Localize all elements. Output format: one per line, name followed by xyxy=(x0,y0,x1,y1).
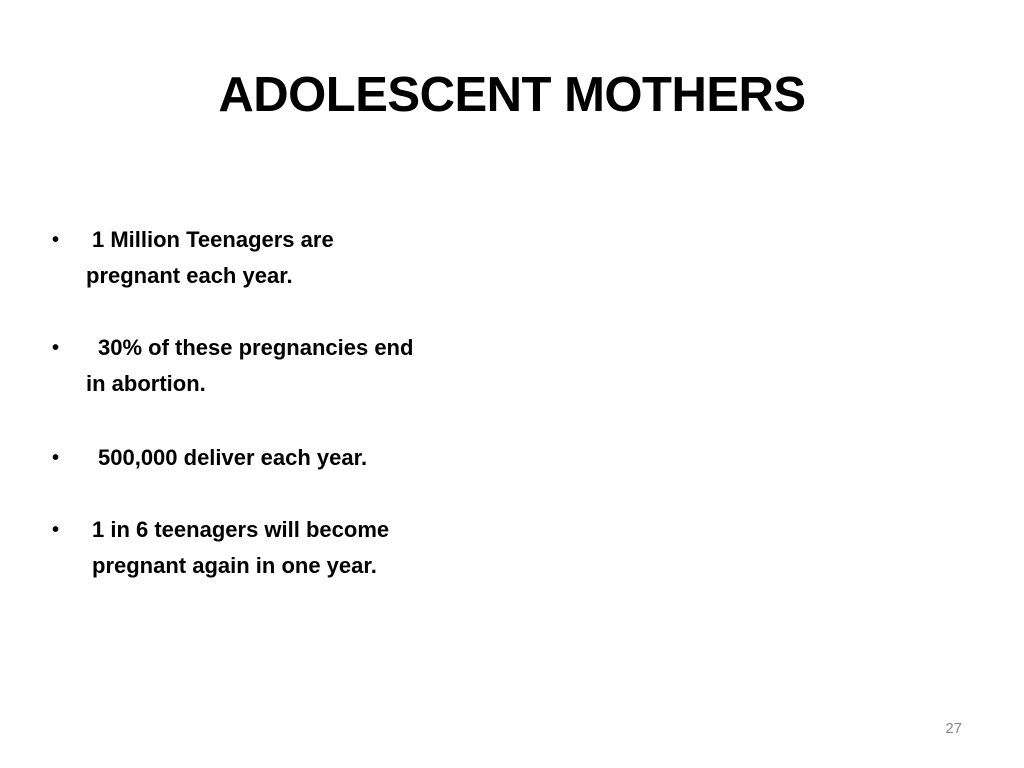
bullet-line: 1 in 6 teenagers will become xyxy=(92,517,390,542)
slide-title: ADOLESCENT MOTHERS xyxy=(218,68,806,122)
bullet-line: 1 Million Teenagers are xyxy=(92,227,334,252)
bullet-marker: • xyxy=(52,229,60,251)
bullet-line: pregnant again in one year. xyxy=(92,553,377,578)
bullet-item xyxy=(50,440,367,476)
bullet-item xyxy=(50,512,389,584)
bullet-marker: • xyxy=(52,337,60,359)
page-number: 27 xyxy=(945,720,962,737)
bullet-item xyxy=(50,222,334,294)
bullet-item xyxy=(50,330,413,402)
bullet-line: 500,000 deliver each year. xyxy=(98,445,368,470)
bullet-line: pregnant each year. xyxy=(86,263,293,288)
bullet-marker: • xyxy=(52,447,60,469)
bullet-marker: • xyxy=(52,519,60,541)
bullet-line: 30% of these pregnancies end xyxy=(98,335,414,360)
bullet-line: in abortion. xyxy=(86,371,206,396)
